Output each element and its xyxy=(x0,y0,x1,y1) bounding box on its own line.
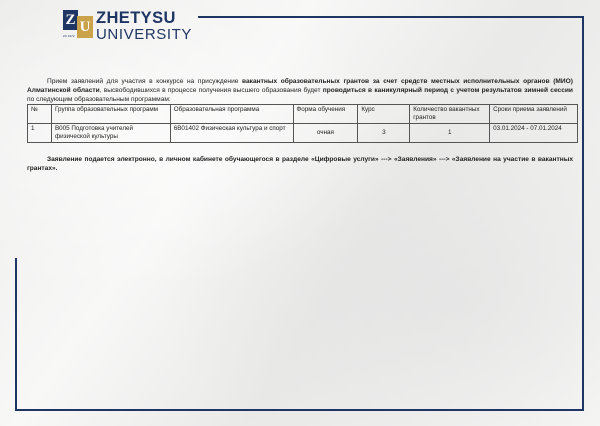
logo-line-1: ZHETYSU xyxy=(96,8,176,27)
intro-text-2: , высвободившихся в процессе получения высшего образования будет xyxy=(99,86,323,94)
cell-course: 3 xyxy=(358,124,410,143)
cell-program: 6B01402 Физическая культура и спорт xyxy=(170,124,293,143)
intro-text-3: по следующим образовательным программам: xyxy=(27,95,171,103)
header-num: № xyxy=(28,105,52,124)
logo-mark-z: Z xyxy=(63,10,78,30)
table-header-row xyxy=(28,105,578,124)
intro-bold-1: вакантных образовательных грантов за счет средств местных исполнительных органов (МИО) Алматинской области xyxy=(27,77,573,94)
cell-num: 1 xyxy=(28,124,52,143)
frame-top-line xyxy=(198,16,584,18)
header-course: Курс xyxy=(358,105,410,124)
intro-paragraph xyxy=(27,77,573,104)
logo-line-2: UNIVERSITY xyxy=(96,26,193,44)
intro-text-1: Прием заявлений для участия в конкурсе на присуждение xyxy=(47,77,243,85)
frame-bottom-line xyxy=(15,409,584,411)
grants-table xyxy=(27,104,578,143)
header-grants: Количество вакантных грантов xyxy=(410,105,490,124)
header-group: Группа образовательных программ xyxy=(51,105,170,124)
header-dates: Сроки приема заявлений xyxy=(490,105,578,124)
intro-bold-2: проводиться в каникулярный период с учетом результатов зимней сессии xyxy=(322,86,573,94)
university-logo xyxy=(63,8,192,44)
frame-right-line xyxy=(582,16,584,411)
application-note: Заявление подается электронно, в личном кабинете обучающегося в разделе «Цифровые услуги» ---> «Заявления» ---> «Заявление на участие в вакантных грантах». xyxy=(27,155,573,172)
logo-mark-u: U xyxy=(77,16,93,38)
cell-grants: 1 xyxy=(410,124,490,143)
cell-dates: 03.01.2024 - 07.01.2024 xyxy=(490,124,578,143)
logo-wordmark xyxy=(96,10,192,43)
logo-mark xyxy=(63,10,93,42)
header-form: Форма обучения xyxy=(293,105,358,124)
logo-mark-caption: ZU 1972 xyxy=(63,34,75,38)
cell-form: очная xyxy=(293,124,358,143)
frame-left-line xyxy=(15,258,17,411)
header-program: Образовательная программа xyxy=(170,105,293,124)
cell-group: B005 Подготовка учителей физической культуры xyxy=(51,124,170,143)
table-row xyxy=(28,124,578,143)
